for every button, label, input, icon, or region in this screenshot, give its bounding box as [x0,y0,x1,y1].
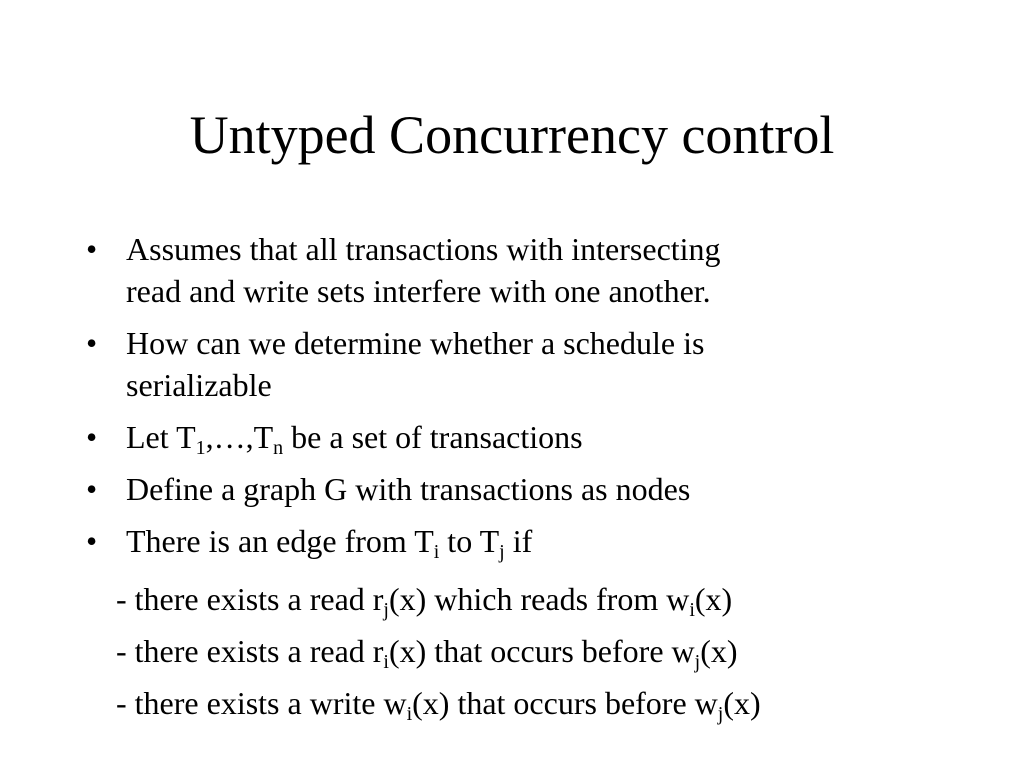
subscript: i [406,703,413,725]
bullet-list [86,228,966,572]
slide-title: Untyped Concurrency control [189,105,835,165]
subpoint-pre: - there exists a read r [116,633,384,669]
subscript: n [273,437,284,459]
subpoint-mid: (x) that occurs before w [388,633,695,669]
subscript: j [499,541,505,563]
subpoint-read-before-write [116,630,738,672]
bullet-text-line1: How can we determine whether a schedule is [126,325,705,361]
subpoint-pre: - there exists a read r [116,581,384,617]
bullet-text-mid: to T [439,523,500,559]
subpoint-post: (x) [694,581,733,617]
subpoint-pre: - there exists a write w [116,685,407,721]
subpoint-post: (x) [723,685,761,721]
bullet-item [86,416,966,458]
bullet-text: Define a graph G with transactions as nodes [126,471,691,507]
bullet-dot: • [86,419,98,455]
subscript: i [689,599,695,621]
subpoint-write-before-write [116,682,761,724]
bullet-dot: • [86,523,98,559]
subpoint-mid: (x) that occurs before w [412,685,718,721]
bullet-item [86,520,966,562]
subscript: i [383,651,389,673]
subscript: j [717,703,724,725]
subpoint-read-from [116,578,732,620]
bullet-item [86,322,966,406]
bullet-text-post: be a set of transactions [283,419,583,455]
bullet-text-pre: Let T [126,419,196,455]
bullet-text-line2: read and write sets interfere with one another. [126,273,711,309]
bullet-text-mid: ,…,T [205,419,274,455]
bullet-text-line1: Assumes that all transactions with intersecting [126,231,721,267]
subscript: j [383,599,389,621]
bullet-dot: • [86,325,98,361]
subscript: i [433,541,440,563]
bullet-item [86,468,966,510]
bullet-item [86,228,966,312]
bullet-dot: • [86,231,98,267]
bullet-dot: • [86,471,98,507]
bullet-text-line2: serializable [126,367,272,403]
bullet-text-pre: There is an edge from T [126,523,434,559]
subpoint-mid: (x) which reads from w [388,581,690,617]
subpoint-post: (x) [700,633,738,669]
bullet-text-post: if [504,523,533,559]
subscript: 1 [195,437,206,459]
subscript: j [694,651,701,673]
